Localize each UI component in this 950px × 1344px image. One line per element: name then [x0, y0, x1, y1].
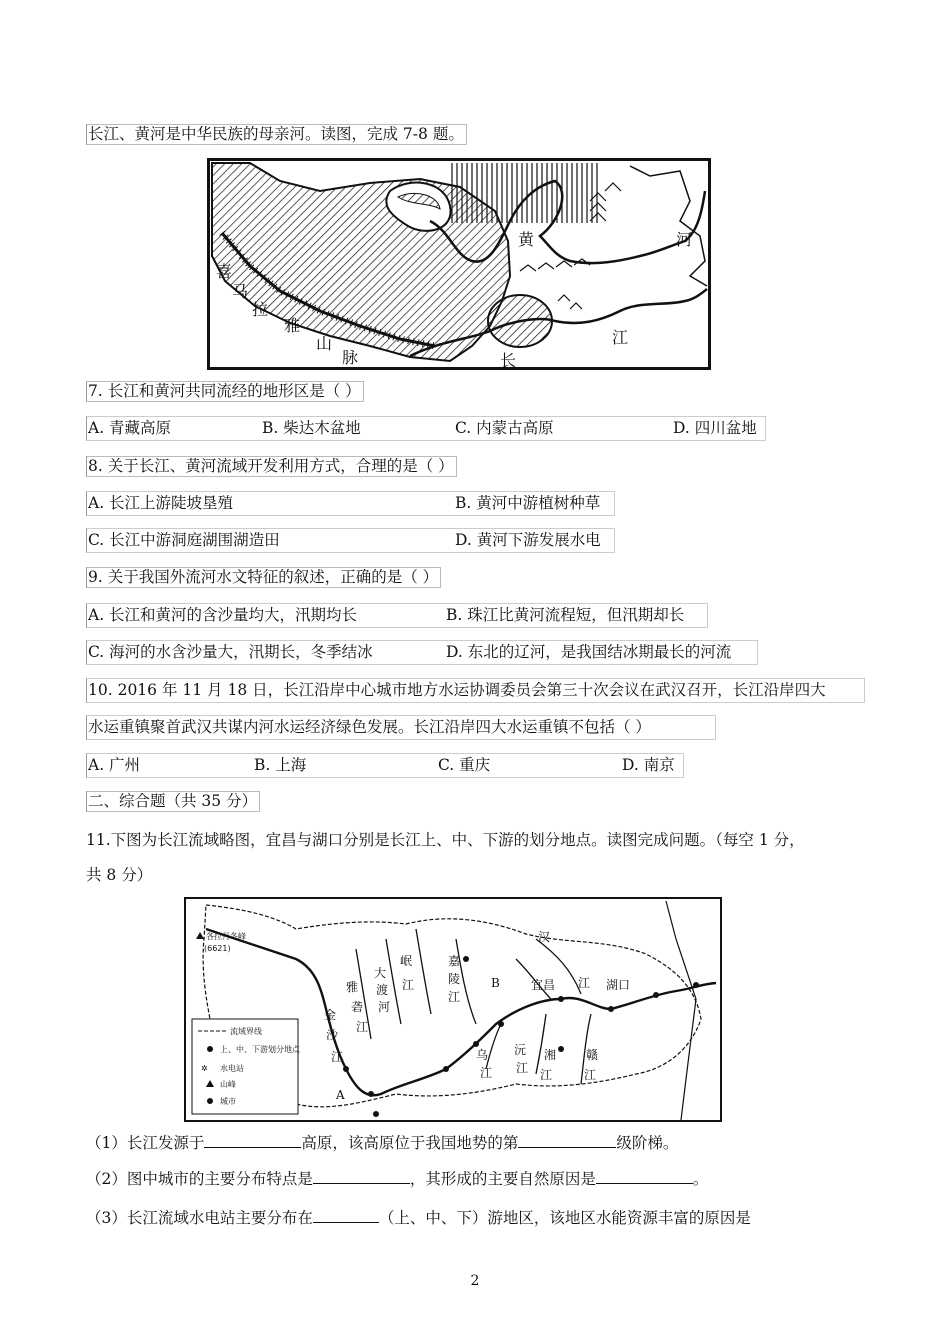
q10-option-b[interactable]: B. 上海: [254, 756, 307, 774]
river-jiang1: 江: [331, 1050, 344, 1064]
legend-peak: 山峰: [220, 1080, 236, 1089]
river-he: 河: [378, 1000, 391, 1014]
q8-option-d[interactable]: D. 黄河下游发展水电: [455, 531, 601, 549]
q11-sub1-c: 级阶梯。: [616, 1134, 679, 1152]
q7-option-d[interactable]: D. 四川盆地: [673, 419, 757, 437]
q11-sub2-c: 。: [692, 1170, 709, 1188]
river-jiang3: 江: [402, 978, 415, 992]
q11-sub1-a: （1）长江发源于: [86, 1134, 205, 1152]
river-long: 砻: [351, 1000, 364, 1014]
q8-stem: 8. 关于长江、黄河流域开发利用方式，合理的是（ ）: [86, 456, 457, 477]
map1-label-ma: 马: [232, 282, 249, 301]
q7-option-b[interactable]: B. 柴达木盆地: [262, 419, 361, 437]
q10-options-row: [86, 753, 684, 778]
peak-name: 各拉丹冬峰: [206, 932, 246, 941]
q11-sub1-b: 高原，该高原位于我国地势的第: [301, 1134, 519, 1152]
place-b: B: [491, 976, 500, 990]
river-du: 渡: [376, 983, 389, 997]
q10-option-c[interactable]: C. 重庆: [438, 756, 491, 774]
place-hukou: 湖口: [606, 978, 631, 992]
q11-sub3-a: （3）长江流域水电站主要分布在: [86, 1209, 313, 1227]
river-ling: 陵: [448, 972, 461, 986]
river-jin: 金: [324, 1008, 337, 1022]
intro-text: 长江、黄河是中华民族的母亲河。读图，完成 7-8 题。: [86, 124, 467, 145]
q11-blank5[interactable]: [313, 1206, 379, 1223]
inner-mongolia-area: [450, 163, 600, 223]
q11-stem-line2: 共 8 分）: [86, 866, 153, 884]
river-jiang8: 江: [584, 1068, 597, 1082]
map1-label-jiang: 江: [612, 328, 629, 347]
river-jiang7: 江: [540, 1068, 553, 1082]
peak-icon: [196, 932, 204, 939]
q7-option-c[interactable]: C. 内蒙古高原: [455, 419, 554, 437]
map1-label-chang: 长: [500, 351, 517, 367]
river-ya: 雅: [346, 980, 359, 994]
legend-division-points: 上、中、下游划分地点: [220, 1045, 300, 1054]
river-jiang6: 江: [516, 1061, 529, 1075]
q11-stem-line1: 11.下图为长江流域略图，宜昌与湖口分别是长江上、中、下游的划分地点。读图完成问题。（每空 1 分，: [86, 831, 805, 849]
q11-sub2: [86, 1167, 708, 1190]
q9-option-c[interactable]: C. 海河的水含沙量大，汛期长，冬季结冰: [88, 643, 373, 661]
map-yangtze-yellow-river: [207, 158, 711, 370]
q10-stem-line2: 水运重镇聚首武汉共谋内河水运经济绿色发展。长江沿岸四大水运重镇不包括（ ）: [88, 718, 651, 736]
q11-sub1: [86, 1131, 678, 1154]
river-wu: 乌: [476, 1048, 489, 1062]
map-yangtze-basin: [184, 897, 722, 1122]
river-jiang5: 江: [480, 1066, 493, 1080]
map2-svg: [186, 899, 720, 1120]
legend-city: 城市: [220, 1097, 236, 1106]
river-jiang9: 江: [578, 976, 591, 990]
river-jia: 嘉: [448, 954, 461, 968]
q9-stem: 9. 关于我国外流河水文特征的叙述，正确的是（ ）: [86, 567, 441, 588]
city-legend-icon: [207, 1098, 213, 1104]
q11-sub3-b: （上、中、下）游地区，该地区水能资源丰富的原因是: [378, 1209, 751, 1227]
river-xiang: 湘: [544, 1048, 557, 1062]
q11-blank4[interactable]: [596, 1167, 693, 1184]
map1-label-huang: 黄: [518, 230, 535, 249]
q9-option-b[interactable]: B. 珠江比黄河流程短，但汛期却长: [446, 606, 685, 624]
q7-stem: 7. 长江和黄河共同流经的地形区是（ ）: [86, 381, 364, 402]
map1-label-mai: 脉: [342, 348, 359, 367]
place-yichang: 宜昌: [531, 978, 556, 992]
map1-label-he: 河: [676, 230, 693, 249]
river-min: 岷: [400, 954, 413, 968]
hydro-station-icon: ✲: [201, 1064, 208, 1073]
river-jiang2: 江: [356, 1020, 369, 1034]
river-han: 汉: [538, 930, 551, 944]
legend-boundary: 流域界线: [230, 1027, 262, 1036]
q10-stem-line1: 10. 2016 年 11 月 18 日，长江沿岸中心城市地方水运协调委员会第三十次会议在武汉召开，长江沿岸四大: [88, 681, 826, 699]
river-jiang4: 江: [448, 990, 461, 1004]
legend-hydro: 水电站: [220, 1064, 244, 1073]
map1-label-ya: 雅: [284, 316, 301, 335]
map1-label-la: 拉: [252, 300, 269, 319]
q11-blank2[interactable]: [518, 1131, 616, 1148]
q10-option-d[interactable]: D. 南京: [622, 756, 675, 774]
q8-option-a[interactable]: A. 长江上游陡坡垦殖: [88, 494, 234, 512]
q7-option-a[interactable]: A. 青藏高原: [88, 419, 172, 437]
q10-option-a[interactable]: A. 广州: [88, 756, 141, 774]
map1-svg: [210, 161, 708, 367]
q9-option-a[interactable]: A. 长江和黄河的含沙量均大，汛期均长: [88, 606, 358, 624]
q11-sub2-b: ，其形成的主要自然原因是: [409, 1170, 596, 1188]
peak-height: (6621): [204, 944, 231, 953]
q8-option-b[interactable]: B. 黄河中游植树种草: [455, 494, 601, 512]
q11-sub2-a: （2）图中城市的主要分布特点是: [86, 1170, 313, 1188]
q8-option-c[interactable]: C. 长江中游洞庭湖围湖造田: [88, 531, 280, 549]
river-da: 大: [374, 966, 387, 980]
river-sha: 沙: [326, 1028, 339, 1042]
river-yuan: 沅: [514, 1043, 527, 1057]
river-gan: 赣: [586, 1048, 599, 1062]
q11-sub3: [86, 1206, 751, 1229]
q9-option-d[interactable]: D. 东北的辽河，是我国结冰期最长的河流: [446, 643, 732, 661]
q11-blank3[interactable]: [313, 1167, 410, 1184]
section2-title: 二、综合题（共 35 分）: [86, 791, 260, 812]
map1-label-shan: 山: [316, 334, 333, 353]
q7-options-row: [86, 416, 766, 441]
place-a: A: [336, 1088, 345, 1102]
map1-label-xi: 喜: [216, 262, 233, 281]
q11-blank1[interactable]: [204, 1131, 301, 1148]
page-number: 2: [470, 1273, 480, 1289]
